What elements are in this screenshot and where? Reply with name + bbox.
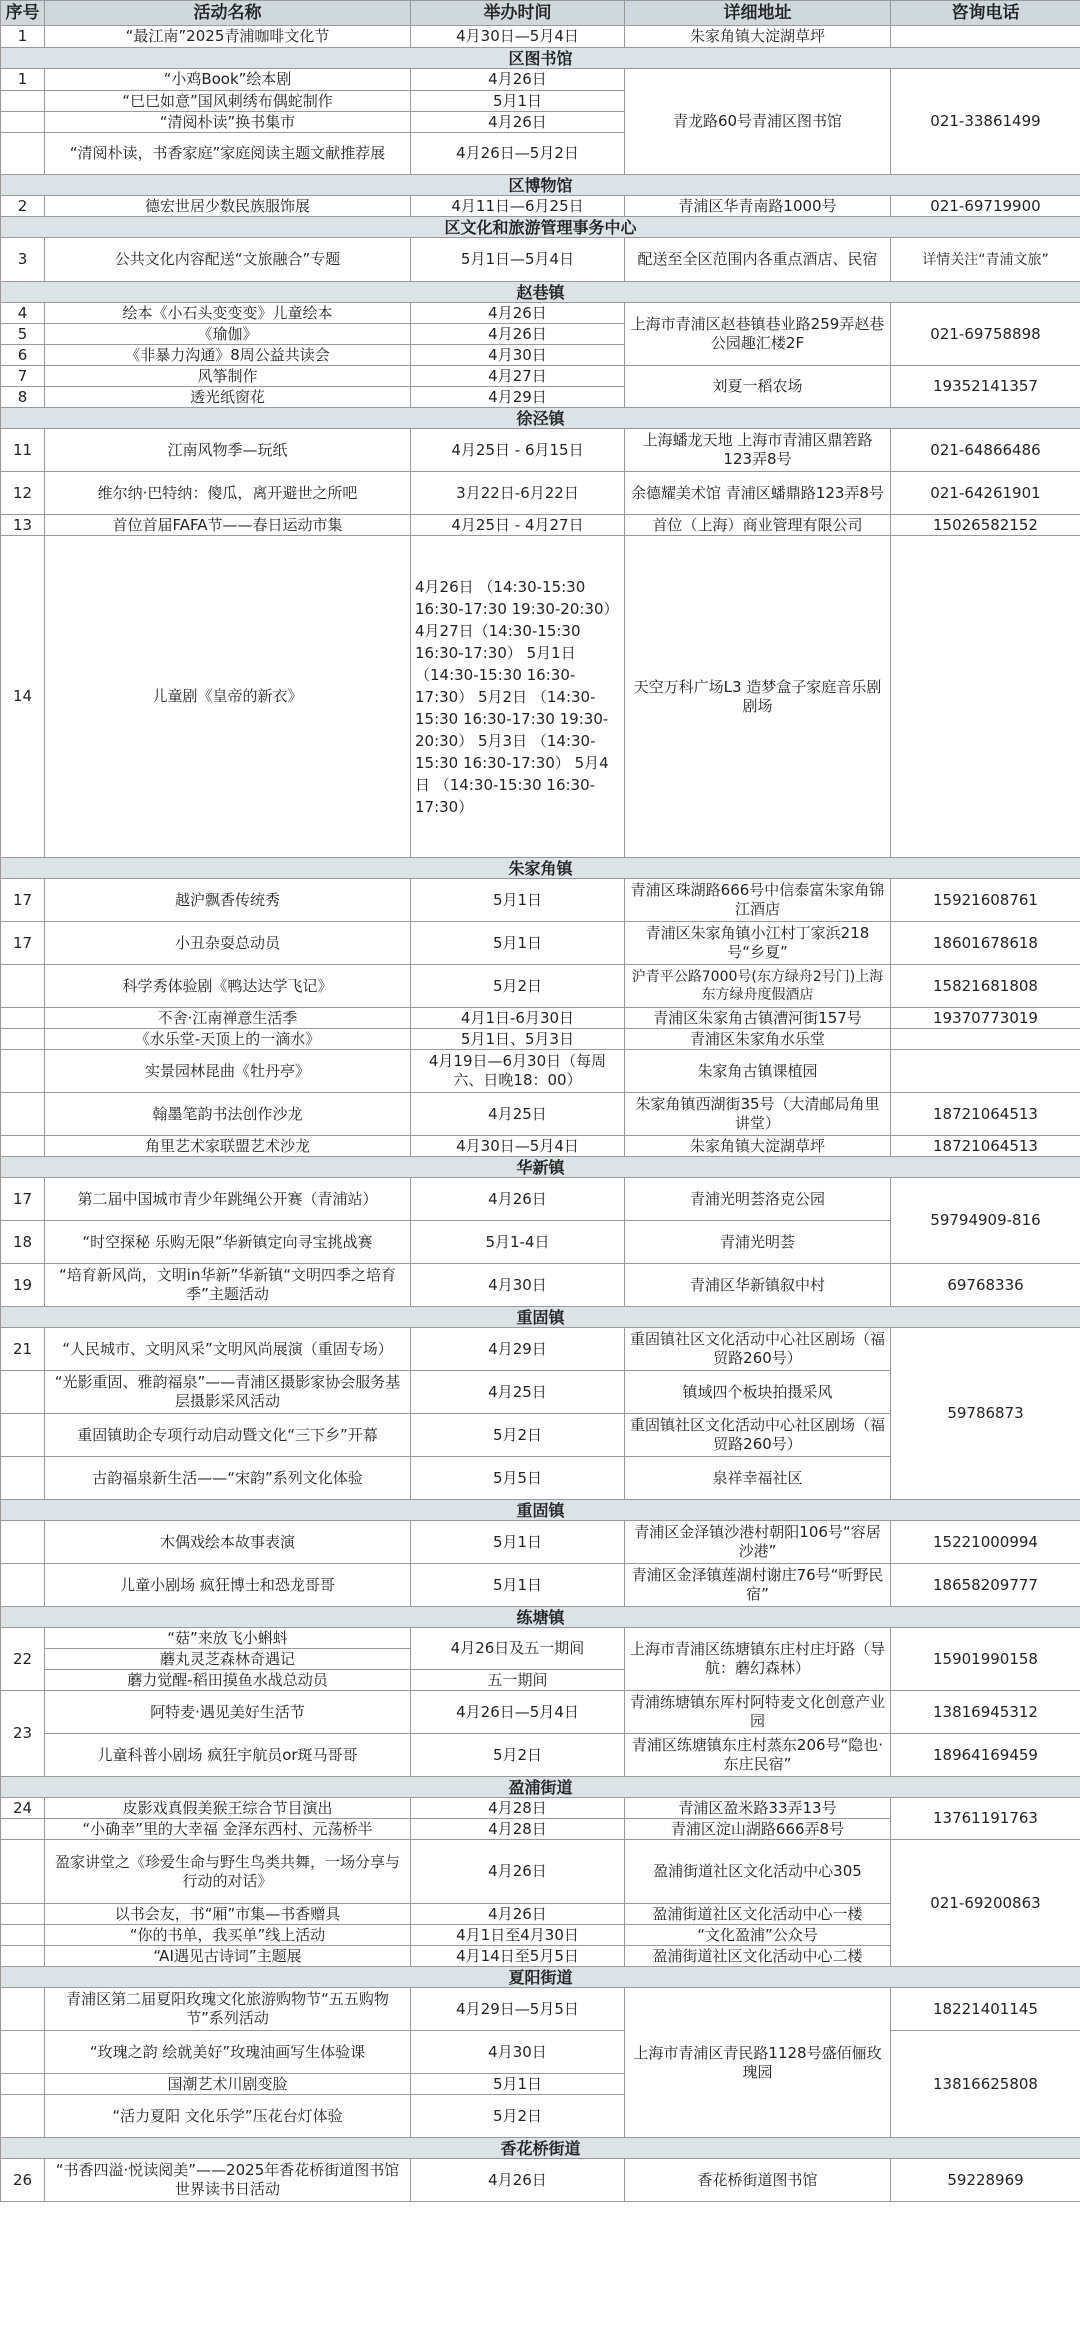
row-name: 透光纸窗花 xyxy=(45,387,411,408)
row-time: 4月26日 xyxy=(411,112,625,133)
section-header: 练塘镇 xyxy=(1,1607,1080,1628)
row-time: 4月30日 xyxy=(411,345,625,366)
row-time: 4月28日 xyxy=(411,1798,625,1819)
row-phone xyxy=(891,536,1080,858)
row-name: 木偶戏绘本故事表演 xyxy=(45,1521,411,1564)
row-name: 第二届中国城市青少年跳绳公开赛（青浦站） xyxy=(45,1178,411,1221)
row-phone: 19352141357 xyxy=(891,366,1080,408)
row-time: 5月1日 xyxy=(411,922,625,965)
row-name: “清阅朴读”换书集市 xyxy=(45,112,411,133)
row-time: 4月1日至4月30日 xyxy=(411,1925,625,1946)
table-row xyxy=(1,2031,1080,2074)
row-phone: 13761191763 xyxy=(891,1798,1080,1840)
table-row xyxy=(1,515,1080,536)
table-header xyxy=(1,1,1080,26)
row-addr: 上海市青浦区赵巷镇巷业路259弄赵巷公园趣汇楼2F xyxy=(625,303,891,366)
row-name: 《瑜伽》 xyxy=(45,324,411,345)
row-addr: 朱家角镇大淀湖草坪 xyxy=(625,1136,891,1157)
row-phone xyxy=(891,26,1080,48)
row-phone: 19370773019 xyxy=(891,1008,1080,1029)
row-addr: 上海市青浦区练塘镇东庄村庄圩路（导航：蘑幻森林） xyxy=(625,1628,891,1691)
row-phone: 59786873 xyxy=(891,1328,1080,1500)
row-time: 5月5日 xyxy=(411,1457,625,1500)
row-addr: 上海市青浦区青民路1128号盛佰俪玫瑰园 xyxy=(625,1988,891,2138)
table-row xyxy=(1,1029,1080,1050)
row-name: 翰墨笔韵书法创作沙龙 xyxy=(45,1093,411,1136)
row-addr: 青浦练塘镇东厍村阿特麦文化创意产业园 xyxy=(625,1691,891,1734)
section-header: 华新镇 xyxy=(1,1157,1080,1178)
row-no: 17 xyxy=(1,1178,45,1221)
row-name: 实景园林昆曲《牡丹亭》 xyxy=(45,1050,411,1093)
row-phone: 18721064513 xyxy=(891,1136,1080,1157)
row-name: “人民城市、文明风采”文明风尚展演（重固专场） xyxy=(45,1328,411,1371)
section-header: 徐泾镇 xyxy=(1,408,1080,429)
row-no: 5 xyxy=(1,324,45,345)
row-addr: 青龙路60号青浦区图书馆 xyxy=(625,69,891,175)
row-addr: 首位（上海）商业管理有限公司 xyxy=(625,515,891,536)
section-header: 盈浦街道 xyxy=(1,1777,1080,1798)
row-name: 公共文化内容配送“文旅融合”专题 xyxy=(45,238,411,282)
row-name: 儿童剧《皇帝的新衣》 xyxy=(45,536,411,858)
row-phone: 15026582152 xyxy=(891,515,1080,536)
row-time: 4月26日 xyxy=(411,1178,625,1221)
row-phone: 13816945312 xyxy=(891,1691,1080,1734)
row-addr: 朱家角古镇课植园 xyxy=(625,1050,891,1093)
section-header: 重固镇 xyxy=(1,1307,1080,1328)
row-name: 古韵福泉新生活——“宋韵”系列文化体验 xyxy=(45,1457,411,1500)
row-time: 4月28日 xyxy=(411,1819,625,1840)
row-addr: 朱家角镇大淀湖草坪 xyxy=(625,26,891,48)
row-addr: 香花桥街道图书馆 xyxy=(625,2159,891,2202)
row-no: 7 xyxy=(1,366,45,387)
col-no-header: 序号 xyxy=(1,1,45,26)
table-row xyxy=(1,879,1080,922)
row-name: 角里艺术家联盟艺术沙龙 xyxy=(45,1136,411,1157)
row-name: 以书会友，书“厢”市集—书香赠具 xyxy=(45,1904,411,1925)
row-no: 8 xyxy=(1,387,45,408)
row-time: 5月2日 xyxy=(411,1414,625,1457)
section-header: 朱家角镇 xyxy=(1,858,1080,879)
row-phone: 59228969 xyxy=(891,2159,1080,2202)
col-name-header: 活动名称 xyxy=(45,1,411,26)
row-no: 13 xyxy=(1,515,45,536)
row-addr: 青浦区华新镇叙中村 xyxy=(625,1264,891,1307)
col-addr-header: 详细地址 xyxy=(625,1,891,26)
table-row xyxy=(1,303,1080,324)
row-addr: 重固镇社区文化活动中心社区剧场（福贸路260号） xyxy=(625,1414,891,1457)
row-no: 22 xyxy=(1,1628,45,1691)
row-phone: 15221000994 xyxy=(891,1521,1080,1564)
row-time: 5月2日 xyxy=(411,965,625,1008)
row-addr: 配送至全区范围内各重点酒店、民宿 xyxy=(625,238,891,282)
row-no xyxy=(1,965,45,1008)
row-name: 首位首届FAFA节——春日运动市集 xyxy=(45,515,411,536)
row-time: 4月30日—5月4日 xyxy=(411,26,625,48)
row-name: 盈家讲堂之《珍爱生命与野生鸟类共舞，一场分享与行动的对话》 xyxy=(45,1840,411,1904)
row-no: 6 xyxy=(1,345,45,366)
row-name: “时空探秘 乐购无限”华新镇定向寻宝挑战赛 xyxy=(45,1221,411,1264)
row-time: 4月26日 xyxy=(411,324,625,345)
row-phone: 18601678618 xyxy=(891,922,1080,965)
table-row xyxy=(1,1178,1080,1221)
row-addr: 青浦区珠湖路666号中信泰富朱家角锦江酒店 xyxy=(625,879,891,922)
row-time: 4月26日 xyxy=(411,1840,625,1904)
row-phone: 18221401145 xyxy=(891,1988,1080,2031)
row-addr: 青浦区朱家角古镇漕河街157号 xyxy=(625,1008,891,1029)
row-name: 国潮艺术川剧变脸 xyxy=(45,2074,411,2095)
row-phone: 15901990158 xyxy=(891,1628,1080,1691)
row-name: 维尔纳·巴特纳：傻瓜，离开避世之所吧 xyxy=(45,472,411,515)
row-phone: 021-64866486 xyxy=(891,429,1080,472)
row-name: 儿童科普小剧场 疯狂宇航员or斑马哥哥 xyxy=(45,1734,411,1777)
row-addr: 青浦区金泽镇沙港村朝阳106号“容居沙港” xyxy=(625,1521,891,1564)
row-no: 4 xyxy=(1,303,45,324)
row-name: 风筝制作 xyxy=(45,366,411,387)
table-row xyxy=(1,536,1080,858)
table-row xyxy=(1,1691,1080,1734)
row-name: 绘本《小石头变变变》儿童绘本 xyxy=(45,303,411,324)
table-row xyxy=(1,472,1080,515)
table-row xyxy=(1,1264,1080,1307)
section-header: 区博物馆 xyxy=(1,175,1080,196)
row-name: 《水乐堂-天顶上的一滴水》 xyxy=(45,1029,411,1050)
row-no: 23 xyxy=(1,1691,45,1777)
row-time: 4月29日 xyxy=(411,1328,625,1371)
table-row xyxy=(1,1988,1080,2031)
row-no: 14 xyxy=(1,536,45,858)
table-row xyxy=(1,238,1080,282)
row-no: 11 xyxy=(1,429,45,472)
table-row xyxy=(1,2159,1080,2202)
row-name: “清阅朴读，书香家庭”家庭阅读主题文献推荐展 xyxy=(45,133,411,175)
section-header: 香花桥街道 xyxy=(1,2138,1080,2159)
row-phone: 18658209777 xyxy=(891,1564,1080,1607)
row-name: 德宏世居少数民族服饰展 xyxy=(45,196,411,217)
row-addr: 余德耀美术馆 青浦区蟠鼎路123弄8号 xyxy=(625,472,891,515)
row-phone: 15821681808 xyxy=(891,965,1080,1008)
row-name: 小丑杂耍总动员 xyxy=(45,922,411,965)
table-row xyxy=(1,1050,1080,1093)
table-row xyxy=(1,1840,1080,1904)
row-time: 4月30日 xyxy=(411,1264,625,1307)
row-phone: 021-69758898 xyxy=(891,303,1080,366)
row-phone: 021-69200863 xyxy=(891,1840,1080,1967)
table-row xyxy=(1,1093,1080,1136)
row-name: 儿童小剧场 疯狂博士和恐龙哥哥 xyxy=(45,1564,411,1607)
row-time: 4月26日 （14:30-15:30 16:30-17:30 19:30-20:30） 4月27日（14:30-15:30 16:30-17:30） 5月1日 （14:30-15:30 16:30-17:30） 5月2日 （14:30-15:30 16:30-17:30 19:30-20:30） 5月3日 （14:30-15:30 16:30-17:30） 5月4日 （14:30-15:30 16:30-17:30） xyxy=(411,536,625,858)
row-time: 4月30日 xyxy=(411,2031,625,2074)
row-time: 5月1日、5月3日 xyxy=(411,1029,625,1050)
row-time: 4月30日—5月4日 xyxy=(411,1136,625,1157)
row-no: 1 xyxy=(1,69,45,91)
row-phone: 18721064513 xyxy=(891,1093,1080,1136)
row-time: 5月2日 xyxy=(411,2095,625,2138)
row-name: “小确幸”里的大幸福 金泽东西村、元荡桥半 xyxy=(45,1819,411,1840)
row-phone: 13816625808 xyxy=(891,2031,1080,2138)
table-row xyxy=(1,1798,1080,1819)
table-row xyxy=(1,1328,1080,1371)
row-addr: 重固镇社区文化活动中心社区剧场（福贸路260号） xyxy=(625,1328,891,1371)
row-name: 科学秀体验剧《鸭达达学飞记》 xyxy=(45,965,411,1008)
row-time: 4月27日 xyxy=(411,366,625,387)
row-no: 24 xyxy=(1,1798,45,1819)
section-header: 重固镇 xyxy=(1,1500,1080,1521)
row-phone: 021-69719900 xyxy=(891,196,1080,217)
row-name: “小鸡Book”绘本剧 xyxy=(45,69,411,91)
row-name: “菇”来放飞小蝌蚪 xyxy=(45,1628,411,1649)
table-row xyxy=(1,429,1080,472)
row-time: 4月29日 xyxy=(411,387,625,408)
row-name: “你的书单，我买单”线上活动 xyxy=(45,1925,411,1946)
row-name: 重固镇助企专项行动启动暨文化“三下乡”开幕 xyxy=(45,1414,411,1457)
row-addr: 天空万科广场L3 造梦盒子家庭音乐剧剧场 xyxy=(625,536,891,858)
table-row xyxy=(1,366,1080,387)
row-phone: 59794909-816 xyxy=(891,1178,1080,1264)
row-time: 4月26日 xyxy=(411,1904,625,1925)
row-time: 5月1日 xyxy=(411,1521,625,1564)
row-phone: 021-64261901 xyxy=(891,472,1080,515)
row-phone: 15921608761 xyxy=(891,879,1080,922)
row-name: 《非暴力沟通》8周公益共读会 xyxy=(45,345,411,366)
row-no: 17 xyxy=(1,879,45,922)
row-time: 4月25日 - 6月15日 xyxy=(411,429,625,472)
row-no: 19 xyxy=(1,1264,45,1307)
row-name: “巳巳如意”国风刺绣布偶蛇制作 xyxy=(45,91,411,112)
table-row xyxy=(1,1564,1080,1607)
row-time: 4月26日 xyxy=(411,2159,625,2202)
row-addr: 朱家角镇西湖街35号（大清邮局角里讲堂） xyxy=(625,1093,891,1136)
row-time: 4月26日 xyxy=(411,69,625,91)
col-time-header: 举办时间 xyxy=(411,1,625,26)
row-name: 江南风物季—玩纸 xyxy=(45,429,411,472)
row-time: 5月2日 xyxy=(411,1734,625,1777)
row-name: “玫瑰之韵 绘就美好”玫瑰油画写生体验课 xyxy=(45,2031,411,2074)
row-addr: 泉祥幸福社区 xyxy=(625,1457,891,1500)
row-time: 4月25日 xyxy=(411,1371,625,1414)
row-addr: 上海蟠龙天地 上海市青浦区鼎箬路123弄8号 xyxy=(625,429,891,472)
row-time: 5月1日 xyxy=(411,2074,625,2095)
row-phone xyxy=(891,1050,1080,1093)
row-time: 4月11日—6月25日 xyxy=(411,196,625,217)
row-time: 5月1日 xyxy=(411,879,625,922)
row-addr: 盈浦街道社区文化活动中心一楼 xyxy=(625,1904,891,1925)
row-name: “AI遇见古诗词”主题展 xyxy=(45,1946,411,1967)
row-no: 1 xyxy=(1,26,45,48)
row-name: 皮影戏真假美猴王综合节目演出 xyxy=(45,1798,411,1819)
section-header: 区图书馆 xyxy=(1,48,1080,69)
row-name: 越沪飘香传统秀 xyxy=(45,879,411,922)
row-addr: 青浦光明荟 xyxy=(625,1221,891,1264)
row-time: 4月26日及五一期间 xyxy=(411,1628,625,1670)
row-addr: 青浦区练塘镇东庄村蒸东206号“隐也·东庄民宿” xyxy=(625,1734,891,1777)
table-row xyxy=(1,69,1080,91)
row-no: 17 xyxy=(1,922,45,965)
table-row xyxy=(1,1008,1080,1029)
row-time: 4月26日—5月2日 xyxy=(411,133,625,175)
row-addr: 盈浦街道社区文化活动中心305 xyxy=(625,1840,891,1904)
row-time: 5月1日 xyxy=(411,91,625,112)
row-addr: 青浦区华青南路1000号 xyxy=(625,196,891,217)
row-no: 12 xyxy=(1,472,45,515)
row-time: 4月29日—5月5日 xyxy=(411,1988,625,2031)
row-time: 4月1日-6月30日 xyxy=(411,1008,625,1029)
row-no: 21 xyxy=(1,1328,45,1371)
table-row xyxy=(1,26,1080,48)
row-time: 4月19日—6月30日（每周六、日晚18：00） xyxy=(411,1050,625,1093)
section-header: 区文化和旅游管理事务中心 xyxy=(1,217,1080,238)
section-header: 夏阳街道 xyxy=(1,1967,1080,1988)
row-time: 五一期间 xyxy=(411,1670,625,1691)
row-time: 4月25日 - 4月27日 xyxy=(411,515,625,536)
row-addr: 青浦区朱家角镇小江村丁家浜218号“乡夏” xyxy=(625,922,891,965)
row-name: 蘑丸灵芝森林奇遇记 xyxy=(45,1649,411,1670)
row-phone: 详情关注“青浦文旅” xyxy=(891,238,1080,282)
table-row xyxy=(1,922,1080,965)
row-addr: 青浦区盈米路33弄13号 xyxy=(625,1798,891,1819)
row-time: 5月1日—5月4日 xyxy=(411,238,625,282)
row-name: 青浦区第二届夏阳玫瑰文化旅游购物节“五五购物节”系列活动 xyxy=(45,1988,411,2031)
row-name: “书香四溢·悦读阅美”——2025年香花桥街道图书馆世界读书日活动 xyxy=(45,2159,411,2202)
row-addr: 刘夏一稻农场 xyxy=(625,366,891,408)
row-time: 4月26日 xyxy=(411,303,625,324)
row-phone: 69768336 xyxy=(891,1264,1080,1307)
row-time: 4月25日 xyxy=(411,1093,625,1136)
table-row xyxy=(1,1521,1080,1564)
col-phone-header: 咨询电话 xyxy=(891,1,1080,26)
row-addr: 青浦区淀山湖路666弄8号 xyxy=(625,1819,891,1840)
row-addr: 盈浦街道社区文化活动中心二楼 xyxy=(625,1946,891,1967)
row-name: “光影重固、雅韵福泉”——青浦区摄影家协会服务基层摄影采风活动 xyxy=(45,1371,411,1414)
row-addr: 青浦区金泽镇莲湖村谢庄76号“听野民宿” xyxy=(625,1564,891,1607)
row-addr: 镇域四个板块拍摄采风 xyxy=(625,1371,891,1414)
row-name: 不舍·江南禅意生活季 xyxy=(45,1008,411,1029)
row-time: 4月26日—5月4日 xyxy=(411,1691,625,1734)
row-phone xyxy=(891,1029,1080,1050)
row-time: 5月1-4日 xyxy=(411,1221,625,1264)
table-row xyxy=(1,1628,1080,1649)
row-name: “培育新风尚，文明in华新”华新镇“文明四季之培育季”主题活动 xyxy=(45,1264,411,1307)
row-time: 4月14日至5月5日 xyxy=(411,1946,625,1967)
row-time: 5月1日 xyxy=(411,1564,625,1607)
row-addr: 青浦光明荟洛克公园 xyxy=(625,1178,891,1221)
row-no: 2 xyxy=(1,196,45,217)
row-phone: 021-33861499 xyxy=(891,69,1080,175)
table-row xyxy=(1,1136,1080,1157)
row-no: 26 xyxy=(1,2159,45,2202)
row-phone: 18964169459 xyxy=(891,1734,1080,1777)
row-addr: 沪青平公路7000号(东方绿舟2号门)上海东方绿舟度假酒店 xyxy=(625,965,891,1008)
row-name: “活力夏阳 文化乐学”压花台灯体验 xyxy=(45,2095,411,2138)
row-name: 蘑力觉醒-稻田摸鱼水战总动员 xyxy=(45,1670,411,1691)
row-name: “最江南”2025青浦咖啡文化节 xyxy=(45,26,411,48)
table-row xyxy=(1,965,1080,1008)
row-name: 阿特麦·遇见美好生活节 xyxy=(45,1691,411,1734)
row-addr: “文化盈浦”公众号 xyxy=(625,1925,891,1946)
row-time: 3月22日-6月22日 xyxy=(411,472,625,515)
row-no: 3 xyxy=(1,238,45,282)
table-row xyxy=(1,196,1080,217)
row-no: 18 xyxy=(1,1221,45,1264)
section-header: 赵巷镇 xyxy=(1,282,1080,303)
row-addr: 青浦区朱家角水乐堂 xyxy=(625,1029,891,1050)
table-row xyxy=(1,1734,1080,1777)
